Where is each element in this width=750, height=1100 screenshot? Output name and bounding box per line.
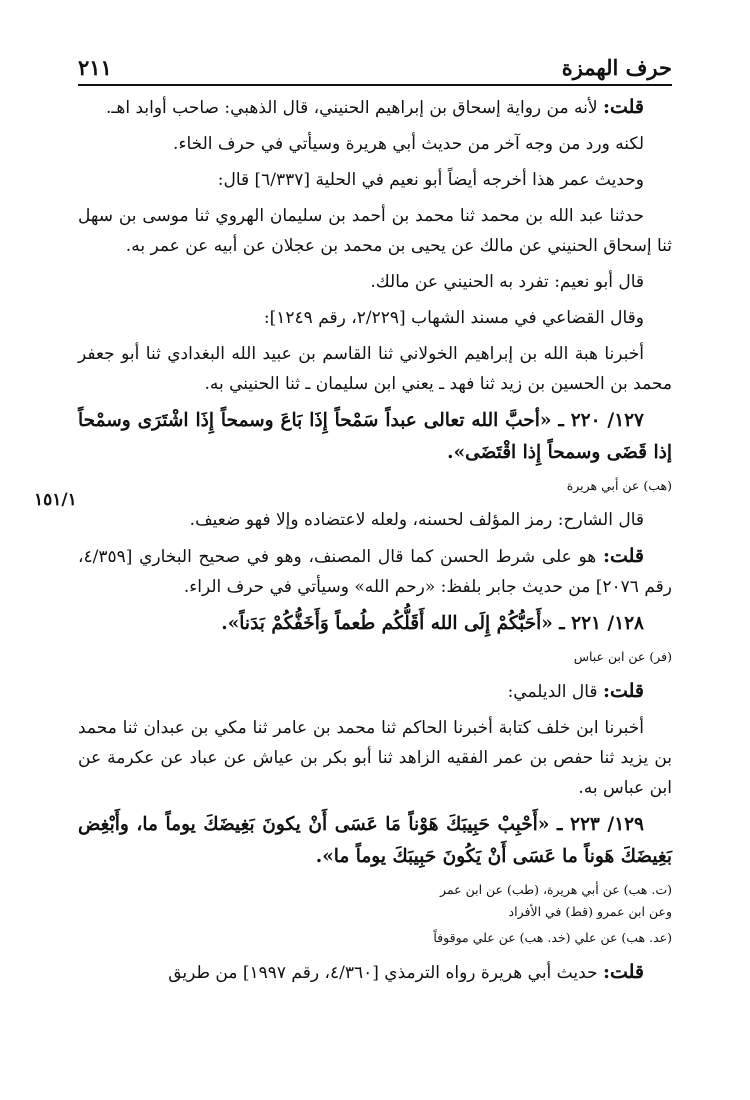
paragraph: لكنه ورد من وجه آخر من حديث أبي هريرة وسيأتي في حرف الخاء. (173, 134, 644, 154)
hadith-source-3: (عد. هب) عن علي (خد. هب) عن علي موقوفاً (433, 930, 672, 945)
isnad-paragraph: حدثنا عبد الله بن محمد ثنا محمد بن أحمد بن سليمان الهروي ثنا موسى بن سهل ثنا إسحاق الحنيني عن مالك عن يحيى بن محمد بن عجلان عن أبيه عن عمر به. (78, 206, 672, 256)
hadith-source-1: (ت. هب) عن أبي هريرة، (طب) عن ابن عمر (440, 882, 672, 897)
paragraph: وحديث عمر هذا أخرجه أيضاً أبو نعيم في الحلية [٦/٣٣٧] قال: (217, 170, 644, 190)
paragraph-text: قال الديلمي: (507, 682, 598, 702)
hadith-source: (هب) عن أبي هريرة (566, 478, 672, 493)
paragraph-text: هو على شرط الحسن كما قال المصنف، وهو في صحيح البخاري [٤/٣٥٩، رقم ٢٠٧٦] من حديث جابر بلفظ: «رحم الله» وسيأتي في حرف الراء. (78, 547, 672, 597)
hadith-text: ١٢٩/ ٢٢٣ ـ «أَحْبِبْ حَبِيبَكَ هَوْناً مَا عَسَى أَنْ يكونَ بَغِيضَكَ يوماً ما، وأَبْغِض بَغِيضَكَ هَوناً ما عَسَى أَنْ يَكُونَ حَبِيبَكَ يوماً ما». (78, 814, 672, 867)
isnad-paragraph: أخبرنا ابن خلف كتابة أخبرنا الحاكم ثنا محمد بن عامر ثنا مكي بن عبدان ثنا محمد بن يزيد ثنا حفص بن عمر الفقيه الزاهد ثنا أبو بكر بن عياش عن عباد عن عكرمة عن ابن عباس به. (78, 718, 672, 798)
paragraph: قال الشارح: رمز المؤلف لحسنه، ولعله لاعتضاده وإلا فهو ضعيف. (189, 510, 644, 530)
paragraph-qultu-1 (78, 92, 672, 123)
hadith-text: ١٢٨/ ٢٢١ ـ «أَحَبُّكُمْ إِلَى الله أَقَلُّكُم طُعماً وَأَخَفُّكُمْ بَدَناً». (221, 613, 644, 634)
qultu-keyword: قلت: (602, 680, 644, 702)
paragraph: قال أبو نعيم: تفرد به الحنيني عن مالك. (370, 272, 644, 292)
paragraph-qultu-2 (78, 541, 672, 602)
isnad-paragraph: أخبرنا هبة الله بن إبراهيم الخولاني ثنا القاسم بن عبيد الله البغدادي ثنا أبو جعفر محمد بن الحسين بن زيد ثنا فهد ـ يعني ابن سليمان ـ ثنا الحنيني به. (78, 344, 672, 394)
paragraph-text: لأنه من رواية إسحاق بن إبراهيم الحنيني، قال الذهبي: صاحب أوابد اهـ. (105, 98, 598, 118)
paragraph-qultu-4 (78, 957, 672, 988)
page-number: ٢١١ (78, 55, 112, 80)
qultu-keyword: قلت: (602, 545, 644, 567)
page-body (78, 92, 672, 994)
qultu-keyword: قلت: (602, 961, 644, 983)
hadith-text: ١٢٧/ ٢٢٠ ـ «أحبَّ الله تعالى عبداً سَمْحاً إِذَا بَاعَ وسمحاً إِذَا اشْتَرَى وسمْحاً إذا قَضَى وسمحاً إِذا اقْتَضَى». (78, 410, 672, 463)
qultu-keyword: قلت: (602, 96, 644, 118)
margin-reference: ١٥١/١ (34, 490, 77, 510)
paragraph: وقال القضاعي في مسند الشهاب [٢/٢٢٩، رقم ١٢٤٩]: (263, 308, 644, 328)
chapter-title: حرف الهمزة (561, 55, 672, 80)
paragraph-qultu-3 (78, 676, 672, 707)
page-header (78, 52, 672, 86)
hadith-source-2: وعن ابن عمرو (قط) في الأفراد (508, 904, 672, 919)
hadith-source: (فر) عن ابن عباس (573, 649, 672, 664)
paragraph-text: حديث أبي هريرة رواه الترمذي [٤/٣٦٠، رقم ١٩٩٧] من طريق (168, 963, 598, 983)
